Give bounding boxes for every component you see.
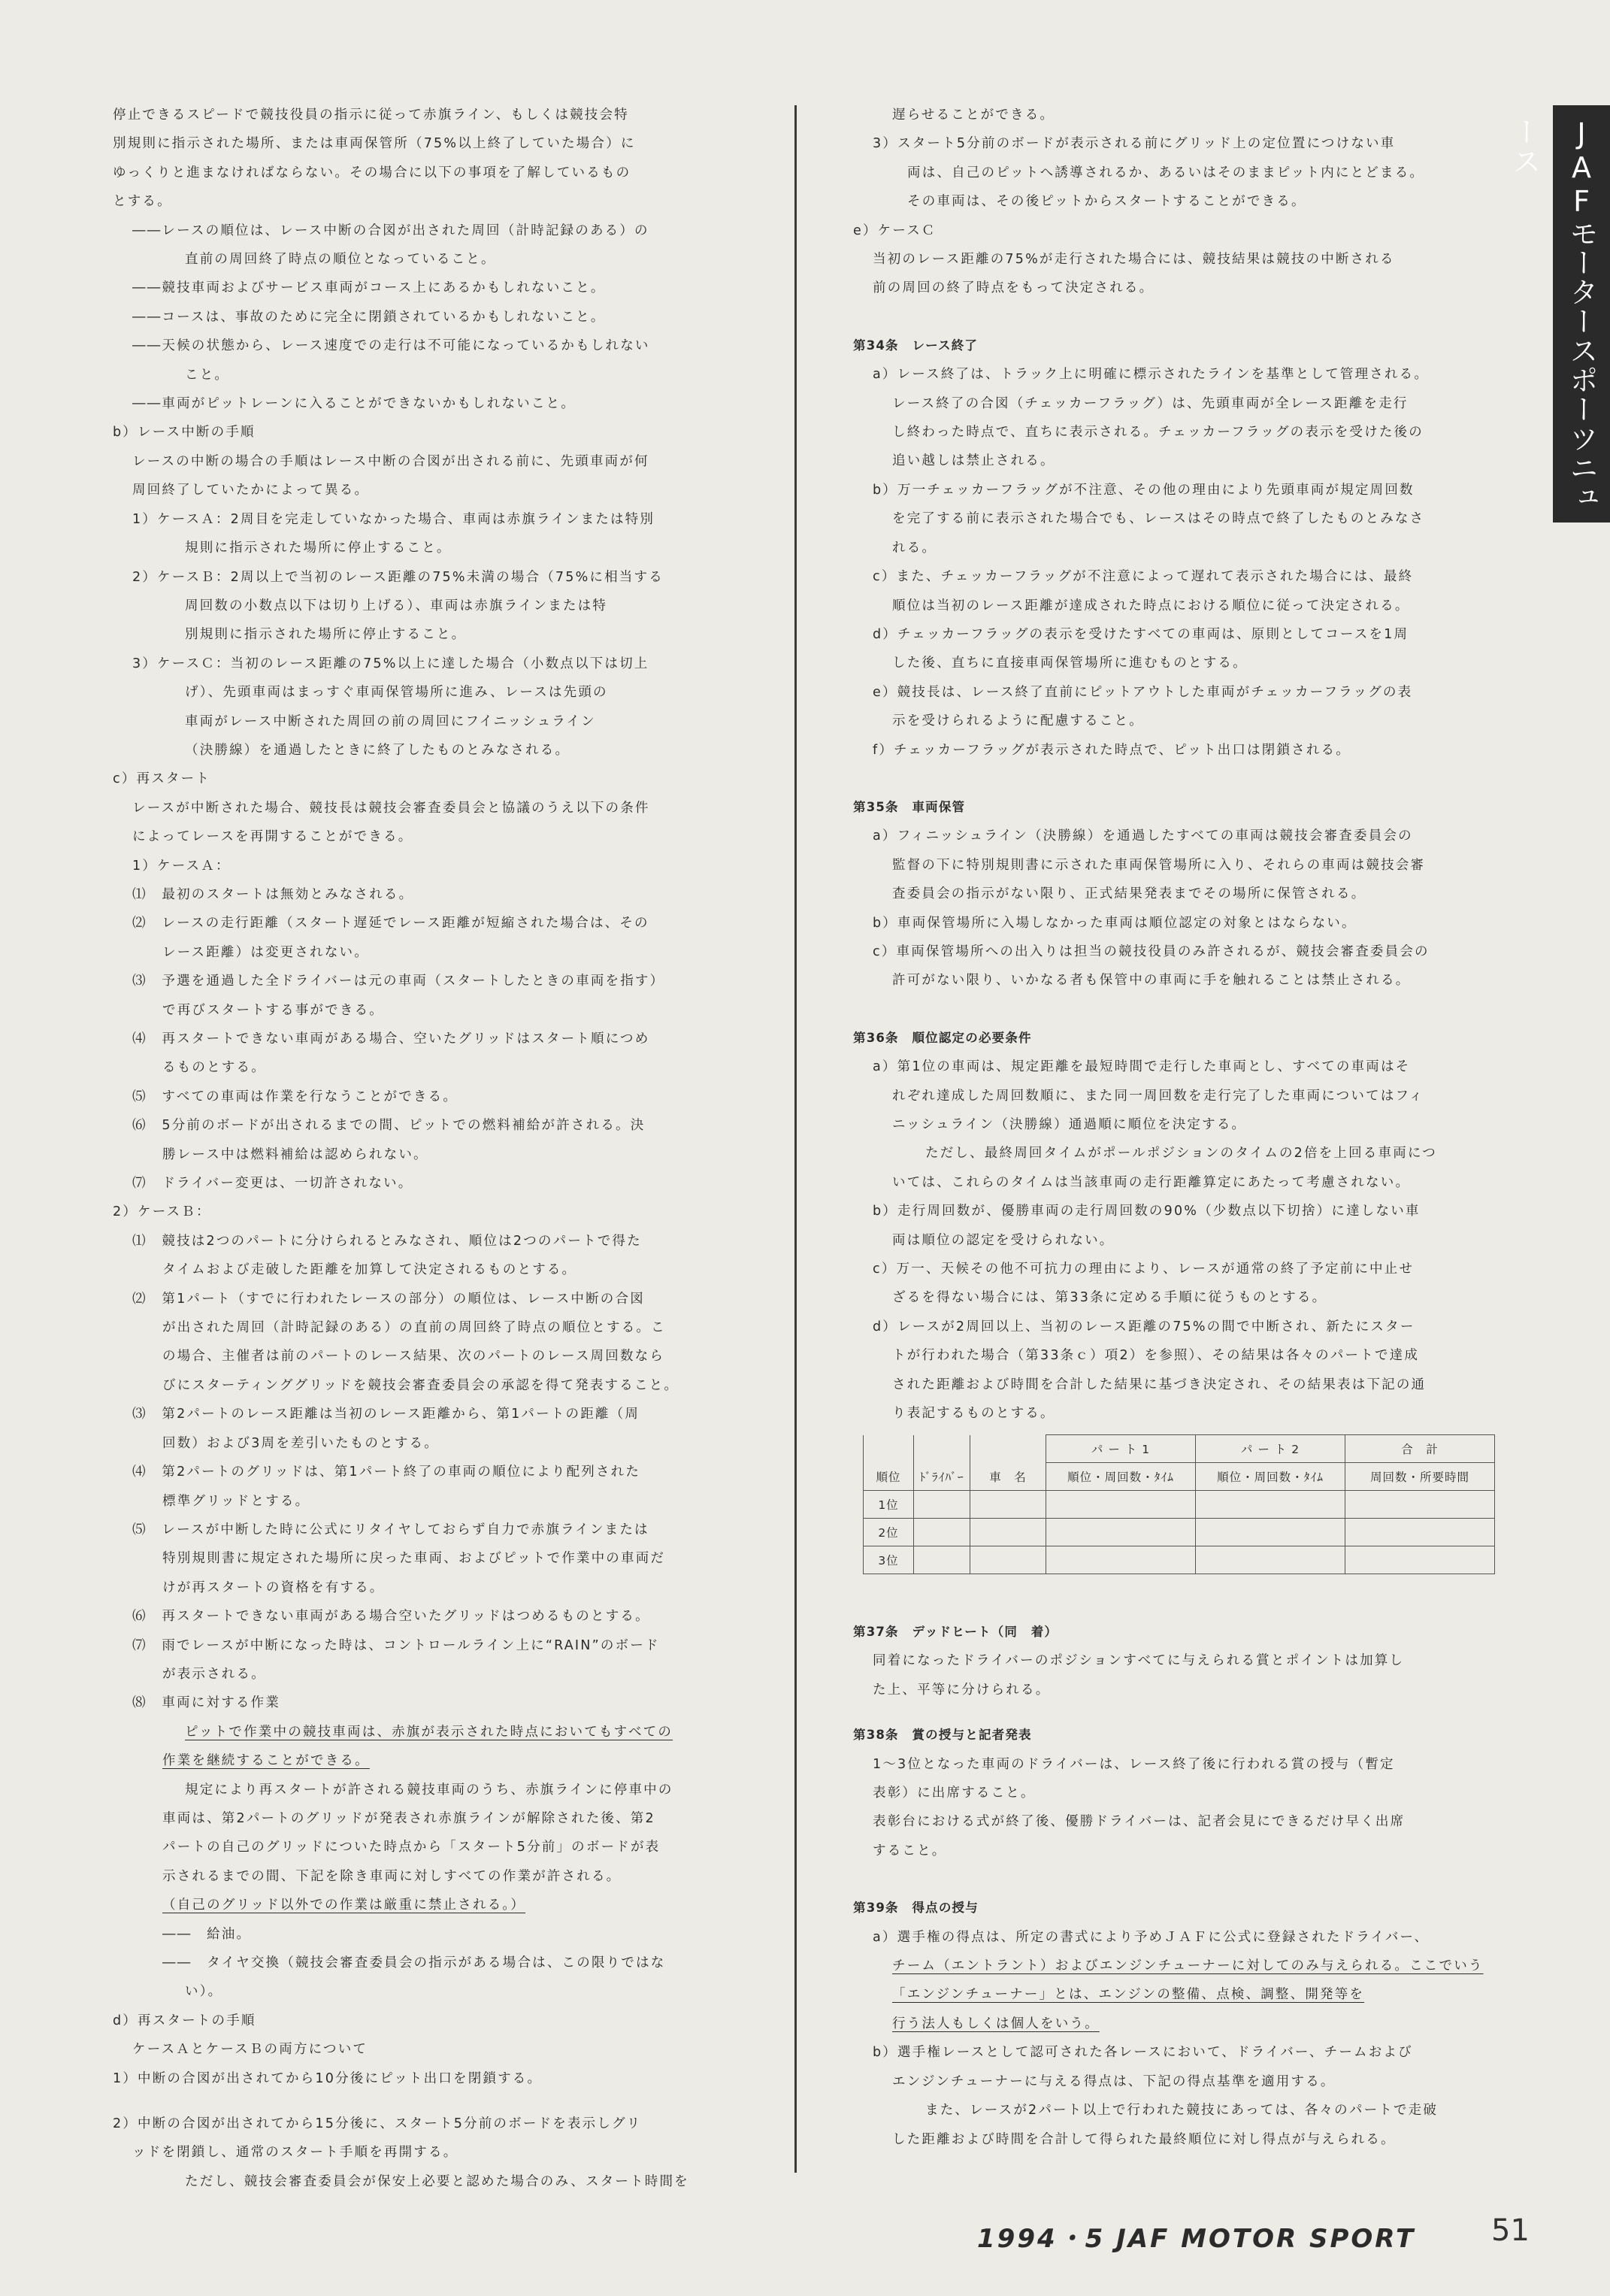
left-column xyxy=(113,101,774,2196)
text-line: レースが中断された場合、競技長は競技会審査委員会と協議のうえ以下の条件 xyxy=(132,800,650,816)
text-line: 示を受けられるように配慮すること。 xyxy=(892,713,1144,729)
text-line: a）第1位の車両は、規定距離を最短時間で走行した車両とし、すべての車両はそ xyxy=(873,1059,1411,1075)
table-cell xyxy=(1345,1546,1495,1574)
text-line: が出された周回（計時記録のある）の直前の周回終了時点の順位とする。こ xyxy=(162,1320,666,1336)
text-line: ⑺ ドライバー変更は、一切許されない。 xyxy=(132,1176,413,1192)
part2-sub-header: 順位・周回数・ﾀｲﾑ xyxy=(1196,1463,1345,1491)
table-cell xyxy=(970,1491,1046,1519)
article-heading: 第36条 順位認定の必要条件 xyxy=(853,1030,1032,1045)
text-line: b）選手権レースとして認可された各レースにおいて、ドライバー、チームおよび xyxy=(873,2045,1413,2061)
text-line: ッドを閉鎖し、通常のスタート手順を再開する。 xyxy=(132,2145,458,2161)
paragraph-gap xyxy=(853,1865,1507,1894)
rank-col-header: 順位 xyxy=(864,1463,914,1491)
text-line: 査委員会の指示がない限り、正式結果発表までその場所に保管される。 xyxy=(892,886,1366,902)
driver-col-header: ﾄﾞﾗｲﾊﾞｰ xyxy=(914,1463,970,1491)
text-line: い）。 xyxy=(185,1984,223,2000)
text-line: けが再スタートの資格を有する。 xyxy=(162,1580,385,1595)
text-line: c）また、チェッカーフラッグが不注意によって遅れて表示された場合には、最終 xyxy=(873,569,1414,585)
text-line: 2）ケースＢ： xyxy=(113,1204,211,1220)
text-line: レース距離）は変更されない。 xyxy=(162,944,369,960)
text-line: 2）ケースＢ：2周以上で当初のレース距離の75%未満の場合（75%に相当する xyxy=(132,569,664,585)
text-line: 許可がない限り、いかなる者も保管中の車両に手を触れることは禁止される。 xyxy=(892,973,1411,989)
table-cell xyxy=(1196,1546,1345,1574)
text-line: エンジンチューナーに与える得点は、下記の得点基準を適用する。 xyxy=(892,2073,1336,2089)
text-line: ⑵ レースの走行距離（スタート遅延でレース距離が短縮された場合は、その xyxy=(132,916,649,931)
sidebar-title: JAFモータースポーツニュース xyxy=(1508,117,1598,512)
text-line: ⑺ 雨でレースが中断になった時は、コントロールライン上に“RAIN”のボード xyxy=(132,1637,660,1653)
text-line: a）選手権の得点は、所定の書式により予めＪＡＦに公式に登録されたドライバー、 xyxy=(873,1929,1430,1945)
text-line: によってレースを再開することができる。 xyxy=(132,829,413,845)
text-line: ただし、競技会審査委員会が保安上必要と認めた場合のみ、スタート時間を xyxy=(185,2173,689,2189)
text-line: a）レース終了は、トラック上に明確に標示されたラインを基準として管理される。 xyxy=(873,367,1430,383)
text-line: 順位は当初のレース距離が達成された時点における順位に従って決定される。 xyxy=(892,598,1410,613)
text-line: c）再スタート xyxy=(113,771,211,787)
text-line: した後、直ちに直接車両保管場所に進むものとする。 xyxy=(892,656,1248,671)
magazine-footer: 1994・5 JAF MOTOR SPORT xyxy=(977,2224,1416,2254)
rank-cell: 3位 xyxy=(864,1546,914,1574)
article-heading: 第38条 賞の授与と記者発表 xyxy=(853,1728,1032,1743)
text-line: を完了する前に表示された場合でも、レースはその時点で終了したものとみなさ xyxy=(892,511,1425,527)
text-line: d）チェッカーフラッグの表示を受けたすべての車両は、原則としてコースを1周 xyxy=(873,626,1409,642)
text-line: 追い越しは禁止される。 xyxy=(892,453,1055,469)
text-line: 同着になったドライバーのポジションすべてに与えられる賞とポイントは加算し xyxy=(873,1653,1405,1669)
text-line: 当初のレース距離の75%が走行された場合には、競技結果は競技の中断される xyxy=(873,252,1395,268)
text-line: 遅らせることができる。 xyxy=(892,108,1055,123)
text-line: 停止できるスピードで競技役員の指示に従って赤旗ライン、もしくは競技会特 xyxy=(113,108,629,123)
text-line: ゆっくりと進まなければならない。その場合に以下の事項を了解しているもの xyxy=(113,165,631,180)
text-line: とする。 xyxy=(113,194,172,210)
text-line: こと。 xyxy=(185,367,230,383)
text-line: ――レースの順位は、レース中断の合図が出された周回（計時記録のある）の xyxy=(132,223,649,238)
text-line: た上、平等に分けられる。 xyxy=(873,1682,1051,1698)
text-line: 車両は、第2パートのグリッドが発表され赤旗ラインが解除された後、第2 xyxy=(162,1810,655,1826)
total-header: 合 計 xyxy=(1345,1435,1495,1463)
text-line: また、レースが2パート以上で行われた競技にあっては、各々のパートで走破 xyxy=(925,2103,1439,2119)
text-line: 両は順位の認定を受けられない。 xyxy=(892,1232,1115,1248)
text-line: b）走行周回数が、優勝車両の走行周回数の90%（少数点以下切捨）に達しない車 xyxy=(873,1204,1421,1219)
text-line: b）車両保管場所に入場しなかった車両は順位認定の対象とはならない。 xyxy=(873,915,1357,931)
paragraph-gap xyxy=(853,1704,1507,1721)
text-line: 直前の周回終了時点の順位となっていること。 xyxy=(185,252,496,268)
text-line: e）ケースＣ xyxy=(853,223,937,238)
text-line: 規定により再スタートが許される競技車両のうち、赤旗ラインに停車中の xyxy=(185,1782,673,1798)
table-spacer xyxy=(864,1435,914,1463)
text-line: 両は、自己のピットへ誘導されるか、あるいはそのままピット内にとどまる。 xyxy=(907,165,1425,180)
text-line: トが行われた場合（第33条ｃ）項2）を参照）、その結果は各々のパートで達成 xyxy=(892,1348,1420,1364)
text-line: c）車両保管場所への出入りは担当の競技役員のみ許されるが、競技会審査委員会の xyxy=(873,944,1430,959)
text-line: 回数）および3周を差引いたものとする。 xyxy=(162,1435,439,1451)
table-cell xyxy=(970,1519,1046,1546)
text-line: 1～3位となった車両のドライバーは、レース終了後に行われる賞の授与（暫定 xyxy=(873,1756,1395,1772)
text-line: 表彰）に出席すること。 xyxy=(873,1786,1036,1801)
text-line: ――競技車両およびサービス車両がコース上にあるかもしれないこと。 xyxy=(132,280,606,296)
text-line: 1）ケースＡ： xyxy=(132,858,231,874)
text-line: f）チェッカーフラッグが表示された時点で、ピット出口は閉鎖される。 xyxy=(873,742,1351,758)
table-cell xyxy=(1046,1519,1196,1546)
text-line: 行う法人もしくは個人をいう。 xyxy=(892,2016,1100,2031)
text-line: 別規則に指示された場所、または車両保管所（75%以上終了していた場合）に xyxy=(113,136,636,152)
text-line: した距離および時間を合計して得られた最終順位に対し得点が与えられる。 xyxy=(892,2131,1396,2147)
text-line: タイムおよび走破した距離を加算して決定されるものとする。 xyxy=(162,1262,577,1278)
text-line: ―― タイヤ交換（競技会審査委員会の指示がある場合は、この限りではな xyxy=(162,1955,666,1970)
rank-cell: 2位 xyxy=(864,1519,914,1546)
text-line: ⑸ レースが中断した時に公式にリタイヤしておらず自力で赤旗ラインまたは xyxy=(132,1522,649,1537)
text-line: ただし、最終周回タイムがポールポジションのタイムの2倍を上回る車両につ xyxy=(925,1146,1437,1162)
text-line: ⑷ 第2パートのグリッドは、第1パート終了の車両の順位により配列された xyxy=(132,1465,641,1480)
text-line: ⑻ 車両に対する作業 xyxy=(132,1695,280,1711)
text-line: れる。 xyxy=(892,540,937,556)
text-line: 規則に指示された場所に停止すること。 xyxy=(185,541,452,556)
text-line: e）競技長は、レース終了直前にピットアウトした車両がチェッカーフラッグの表 xyxy=(873,684,1413,700)
table-cell xyxy=(1046,1491,1196,1519)
text-line: 別規則に指示された場所に停止すること。 xyxy=(185,627,467,643)
text-line: ニッシュライン（決勝線）通過順に順位を決定する。 xyxy=(892,1117,1247,1132)
text-line: 特別規則書に規定された場所に戻った車両、およびピットで作業中の車両だ xyxy=(162,1551,666,1567)
total-sub-header: 周回数・所要時間 xyxy=(1345,1463,1495,1491)
text-line: c）万一、天候その他不可抗力の理由により、レースが通常の終了予定前に中止せ xyxy=(873,1262,1415,1277)
text-line: るものとする。 xyxy=(162,1060,266,1076)
text-line: された距離および時間を合計した結果に基づき決定され、その結果表は下記の通 xyxy=(892,1377,1427,1392)
table-cell xyxy=(914,1491,970,1519)
table-spacer xyxy=(914,1435,970,1463)
table-spacer xyxy=(970,1435,1046,1463)
paragraph-gap xyxy=(853,765,1507,793)
part2-header: パ ー ト 2 xyxy=(1196,1435,1345,1463)
text-line: 3）スタート5分前のボードが表示される前にグリッド上の定位置につけない車 xyxy=(873,136,1396,152)
right-column xyxy=(853,101,1507,1428)
text-line: 周回終了していたかによって異る。 xyxy=(132,483,370,498)
result-table xyxy=(863,1434,1495,1574)
text-line: ――車両がピットレーンに入ることができないかもしれないこと。 xyxy=(132,396,576,412)
text-line: 1）中断の合図が出されてから10分後にピット出口を閉鎖する。 xyxy=(113,2070,543,2086)
text-line: ⑶ 第2パートのレース距離は当初のレース距離から、第1パートの距離（周 xyxy=(132,1407,640,1422)
text-line: その車両は、その後ピットからスタートすることができる。 xyxy=(907,194,1306,210)
article-heading: 第34条 レース終了 xyxy=(853,338,979,353)
text-line: 周回数の小数点以下は切り上げる）、車両は赤旗ラインまたは特 xyxy=(185,598,608,613)
text-line: ⑵ 第1パート（すでに行われたレースの部分）の順位は、レース中断の合図 xyxy=(132,1291,645,1307)
text-line: ⑹ 再スタートできない車両がある場合空いたグリッドはつめるものとする。 xyxy=(132,1609,650,1625)
text-line: b）レース中断の手順 xyxy=(113,425,256,441)
page-number: 51 xyxy=(1491,2213,1530,2248)
right-column-lower xyxy=(853,1618,1507,2154)
text-line: （決勝線）を通過したときに終了したものとみなされる。 xyxy=(185,742,570,758)
text-line: げ）、先頭車両はまっすぐ車両保管場所に進み、レースは先頭の xyxy=(185,685,608,701)
text-line: 車両がレース中断された周回の前の周回にフイニッシュライン xyxy=(185,713,596,729)
text-line: ――天候の状態から、レース速度での走行は不可能になっているかもしれない xyxy=(132,338,650,354)
paragraph-gap xyxy=(853,303,1507,332)
text-line: ⑷ 再スタートできない車両がある場合、空いたグリッドはスタート順につめ xyxy=(132,1031,650,1047)
text-line: り表記するものとする。 xyxy=(892,1406,1055,1422)
text-line: いては、これらのタイムは当該車両の走行距離算定にあたって考慮されない。 xyxy=(892,1174,1411,1190)
text-line: の場合、主催者は前のパートのレース結果、次のパートのレース周回数なら xyxy=(162,1349,665,1365)
text-line: 標準グリッドとする。 xyxy=(162,1493,310,1509)
text-line: びにスターティンググリッドを競技会審査委員会の承認を得て発表すること。 xyxy=(162,1377,679,1393)
text-line: ケースＡとケースＢの両方について xyxy=(132,2042,368,2058)
text-line: が表示される。 xyxy=(162,1666,266,1682)
text-line: ざるを得ない場合には、第33条に定める手順に従うものとする。 xyxy=(892,1290,1327,1306)
text-line: し終わった時点で、直ちに表示される。チェッカーフラッグの表示を受けた後の xyxy=(892,425,1424,441)
text-line: ――コースは、事故のために完全に閉鎖されているかもしれないこと。 xyxy=(132,309,606,325)
text-line: 表彰台における式が終了後、優勝ドライバーは、記者会見にできるだけ早く出席 xyxy=(873,1814,1406,1830)
text-line: ⑸ すべての車両は作業を行なうことができる。 xyxy=(132,1089,458,1104)
part1-sub-header: 順位・周回数・ﾀｲﾑ xyxy=(1046,1463,1196,1491)
text-line: （自己のグリッド以外での作業は厳重に禁止される。） xyxy=(162,1898,526,1913)
text-line: 作業を継続することができる。 xyxy=(162,1753,370,1769)
part1-header: パ ー ト 1 xyxy=(1046,1435,1196,1463)
text-line: a）フィニッシュライン（決勝線）を通過したすべての車両は競技会審査委員会の xyxy=(873,828,1413,844)
paragraph-gap xyxy=(853,995,1507,1024)
text-line: レース終了の合図（チェッカーフラッグ）は、先頭車両が全レース距離を走行 xyxy=(892,395,1409,411)
table-cell xyxy=(1196,1491,1345,1519)
text-line: ⑶ 予選を通過した全ドライバーは元の車両（スタートしたときの車両を指す） xyxy=(132,974,665,989)
text-line: ピットで作業中の競技車両は、赤旗が表示された時点においてもすべての xyxy=(185,1724,673,1740)
text-line: 示されるまでの間、下記を除き車両に対しすべての作業が許される。 xyxy=(162,1868,622,1884)
text-line: d）レースが2周回以上、当初のレース距離の75%の間で中断され、新たにスター xyxy=(873,1319,1415,1334)
table-cell xyxy=(914,1546,970,1574)
column-divider xyxy=(794,105,797,2173)
text-line: れぞれ達成した周回数順に、また同一周回数を走行完了した車両についてはフィ xyxy=(892,1088,1424,1104)
table-cell xyxy=(1046,1546,1196,1574)
text-line: b）万一チェッカーフラッグが不注意、その他の理由により先頭車両が規定周回数 xyxy=(873,482,1415,498)
text-line: チーム（エントラント）およびエンジンチューナーに対してのみ与えられる。ここでいう「エンジンチューナー」とは、エンジンの整備、点検、調整、開発等を xyxy=(892,1958,1484,2003)
text-line: ―― 給油。 xyxy=(162,1926,252,1942)
table-cell xyxy=(1196,1519,1345,1546)
paragraph-gap xyxy=(113,2093,774,2110)
table-cell xyxy=(914,1519,970,1546)
rank-cell: 1位 xyxy=(864,1491,914,1519)
car-col-header: 車 名 xyxy=(970,1463,1046,1491)
text-line: レースの中断の場合の手順はレース中断の合図が出される前に、先頭車両が何 xyxy=(132,453,649,469)
text-line: ⑹ 5分前のボードが出されるまでの間、ピットでの燃料補給が許される。決 xyxy=(132,1118,646,1134)
text-line: d）再スタートの手順 xyxy=(113,2013,256,2028)
text-line: 3）ケースＣ：当初のレース距離の75%以上に達した場合（小数点以下は切上 xyxy=(132,656,649,671)
table-cell xyxy=(1345,1519,1495,1546)
section-sidebar xyxy=(1508,105,1610,523)
table-cell xyxy=(1345,1491,1495,1519)
text-line: 勝レース中は燃料補給は認められない。 xyxy=(162,1146,428,1162)
table-cell xyxy=(970,1546,1046,1574)
text-line: すること。 xyxy=(873,1843,947,1858)
text-line: 1）ケースＡ：2周目を完走していなかった場合、車両は赤旗ラインまたは特別 xyxy=(132,511,655,527)
article-heading: 第37条 デッドヒート（同 着） xyxy=(853,1625,1058,1639)
text-line: 監督の下に特別規則書に示された車両保管場所に入り、それらの車両は競技会審 xyxy=(892,857,1426,873)
text-line: で再びスタートする事ができる。 xyxy=(162,1002,384,1018)
text-line: 2）中断の合図が出されてから15分後に、スタート5分前のボードを表示しグリ xyxy=(113,2116,642,2132)
text-line: 前の周回の終了時点をもって決定される。 xyxy=(873,280,1155,296)
text-line: パートの自己のグリッドについた時点から「スタート5分前」のボードが表 xyxy=(162,1840,661,1855)
text-line: ⑴ 最初のスタートは無効とみなされる。 xyxy=(132,886,414,902)
text-line: ⑴ 競技は2つのパートに分けられるとみなされ、順位は2つのパートで得た xyxy=(132,1233,642,1249)
article-heading: 第35条 車両保管 xyxy=(853,799,966,814)
article-heading: 第39条 得点の授与 xyxy=(853,1901,979,1916)
